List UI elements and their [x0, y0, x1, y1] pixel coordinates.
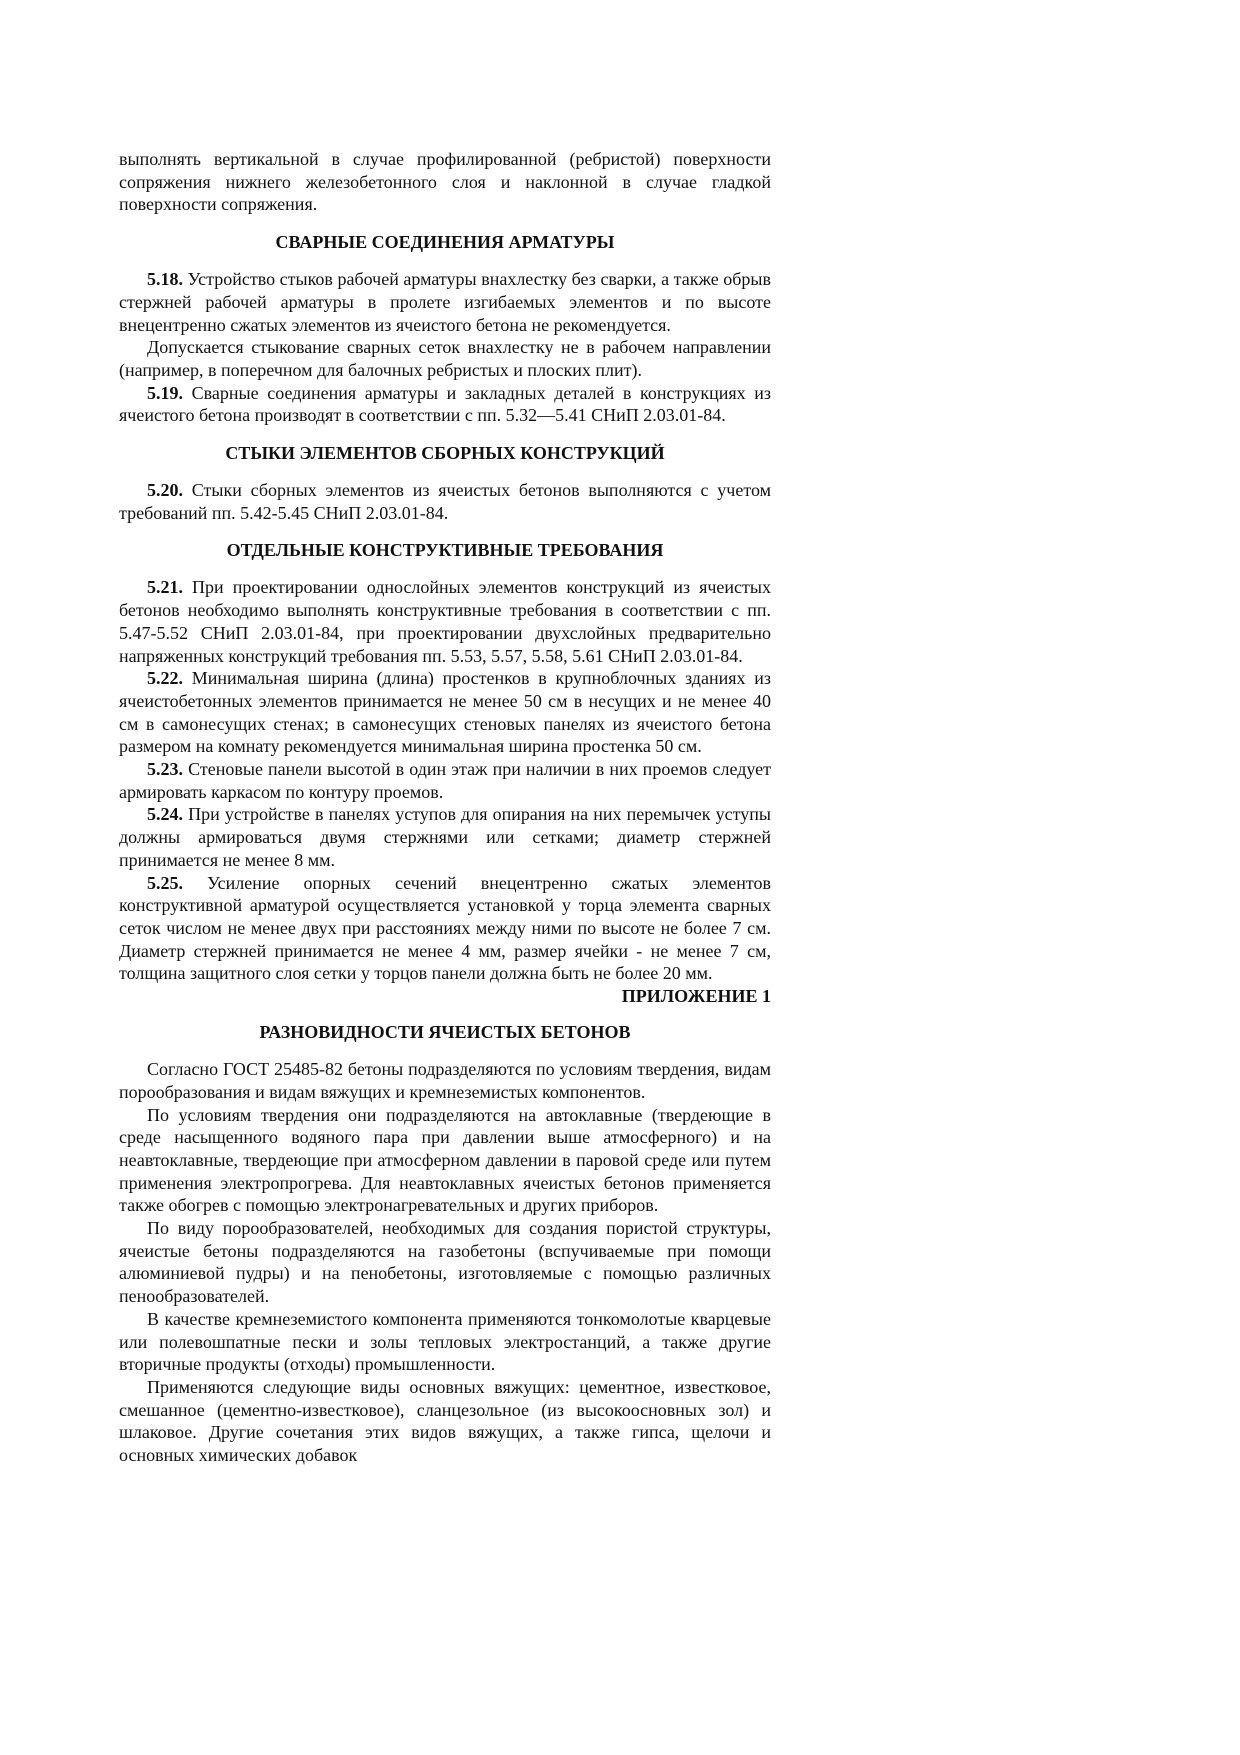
clause-number: 5.18. — [147, 269, 183, 290]
appendix-label: ПРИЛОЖЕНИЕ 1 — [621, 986, 771, 1007]
clause-text: Усиление опорных сечений внецентренно сжатых элементов конструктивной арматурой осуществляется установкой у торца элемента сварных сеток числом не менее двух при расстояниях между ними по высоте не более 7 см. Диаметр стержней принимается не менее 4 мм, размер ячейки - не менее 7 см, толщина защитного слоя сетки у торцов панели должна быть не более 20 мм. — [119, 872, 771, 984]
paragraph-5-22 — [119, 667, 771, 758]
appendix-paragraph-5: Применяются следующие виды основных вяжущих: цементное, известковое, смешанное (цементно-известковое), сланцезольное (из высокоосновных зол) и шлаковое. Другие сочетания этих видов вяжущих, а также гипса, щелочи и основных химических добавок — [119, 1376, 771, 1466]
clause-text: При устройстве в панелях уступов для опирания на них перемычек уступы должны армироваться двумя стержнями или сетками; диаметр стержней принимается не менее 8 мм. — [119, 804, 772, 870]
heading-precast-joints: СТЫКИ ЭЛЕМЕНТОВ СБОРНЫХ КОНСТРУКЦИЙ — [225, 443, 665, 464]
paragraph-5-25 — [119, 872, 771, 986]
clause-number: 5.22. — [147, 668, 183, 689]
heading-appendix-title: РАЗНОВИДНОСТИ ЯЧЕИСТЫХ БЕТОНОВ — [259, 1022, 631, 1043]
clause-text: Стеновые панели высотой в один этаж при наличии в них проемов следует армировать каркасом по контуру проемов. — [119, 759, 772, 802]
appendix-paragraph-4: В качестве кремнеземистого компонента применяются тонкомолотые кварцевые или полевошпатные пески и золы тепловых электростанций, а также другие вторичные продукты (отходы) промышленности. — [119, 1308, 771, 1375]
clause-text: Сварные соединения арматуры и закладных деталей в конструкциях из ячеистого бетона производят в соответствии с пп. 5.32—5.41 СНиП 2.03.01-84. — [119, 382, 771, 426]
heading-welded-joints: СВАРНЫЕ СОЕДИНЕНИЯ АРМАТУРЫ — [275, 232, 615, 253]
appendix-paragraph-1: Согласно ГОСТ 25485-82 бетоны подразделяются по условиям твердения, видам порообразования и видам вяжущих и кремнеземистых компонентов. — [119, 1059, 771, 1102]
intro-paragraph: выполнять вертикальной в случае профилированной (ребристой) поверхности сопряжения нижнего железобетонного слоя и наклонной в случае гладкой поверхности сопряжения. — [119, 149, 771, 215]
clause-number: 5.19. — [147, 382, 183, 403]
paragraph-5-19 — [119, 382, 771, 427]
clause-number: 5.23. — [147, 759, 183, 780]
paragraph-5-21 — [119, 576, 771, 667]
paragraph-5-23 — [119, 758, 771, 803]
clause-text: Минимальная ширина (длина) простенков в крупноблочных зданиях из ячеистобетонных элементов принимается не менее 50 см в несущих и не менее 40 см в самонесущих стенах; в самонесущих стеновых панелях из ячеистого бетона размером на комнату рекомендуется минимальная ширина простенка 50 см. — [119, 668, 772, 757]
document-page — [119, 148, 771, 1467]
heading-design-requirements: ОТДЕЛЬНЫЕ КОНСТРУКТИВНЫЕ ТРЕБОВАНИЯ — [226, 540, 664, 561]
clause-text: При проектировании однослойных элементов конструкций из ячеистых бетонов необходимо выполнять конструктивные требования в соответствии с пп. 5.47-5.52 СНиП 2.03.01-84, при проектировании двухслойных предварительно напряженных конструкций требования пп. 5.53, 5.57, 5.58, 5.61 СНиП 2.03.01-84. — [119, 577, 771, 666]
clause-number: 5.20. — [147, 480, 183, 501]
clause-number: 5.24. — [147, 804, 183, 825]
paragraph-5-20 — [119, 479, 771, 524]
appendix-paragraph-3: По виду порообразователей, необходимых для создания пористой структуры, ячеистые бетоны подразделяются на газобетоны (вспучиваемые при помощи алюминиевой пудры) и на пенобетоны, изготовляемые с помощью различных пенообразователей. — [119, 1218, 771, 1307]
paragraph-5-24 — [119, 803, 771, 871]
clause-number: 5.25. — [147, 872, 183, 893]
paragraph-5-18 — [119, 268, 771, 336]
paragraph-5-18-continued: Допускается стыкование сварных сеток внахлестку не в рабочем направлении (например, в поперечном для балочных ребристых и плоских плит). — [119, 337, 771, 380]
clause-text: Стыки сборных элементов из ячеистых бетонов выполняются с учетом требований пп. 5.42-5.45 СНиП 2.03.01-84. — [119, 480, 772, 523]
clause-number: 5.21. — [147, 577, 183, 598]
clause-text: Устройство стыков рабочей арматуры внахлестку без сварки, а также обрыв стержней рабочей арматуры в пролете изгибаемых элементов и по высоте внецентренно сжатых элементов из ячеистого бетона не рекомендуется. — [119, 269, 771, 335]
appendix-paragraph-2: По условиям твердения они подразделяются на автоклавные (твердеющие в среде насыщенного водяного пара при давлении выше атмосферного) и на неавтоклавные, твердеющие при атмосферном давлении в паровой среде или путем применения электропрогрева. Для неавтоклавных ячеистых бетонов применяется также обогрев с помощью электронагревательных и других приборов. — [119, 1104, 771, 1216]
